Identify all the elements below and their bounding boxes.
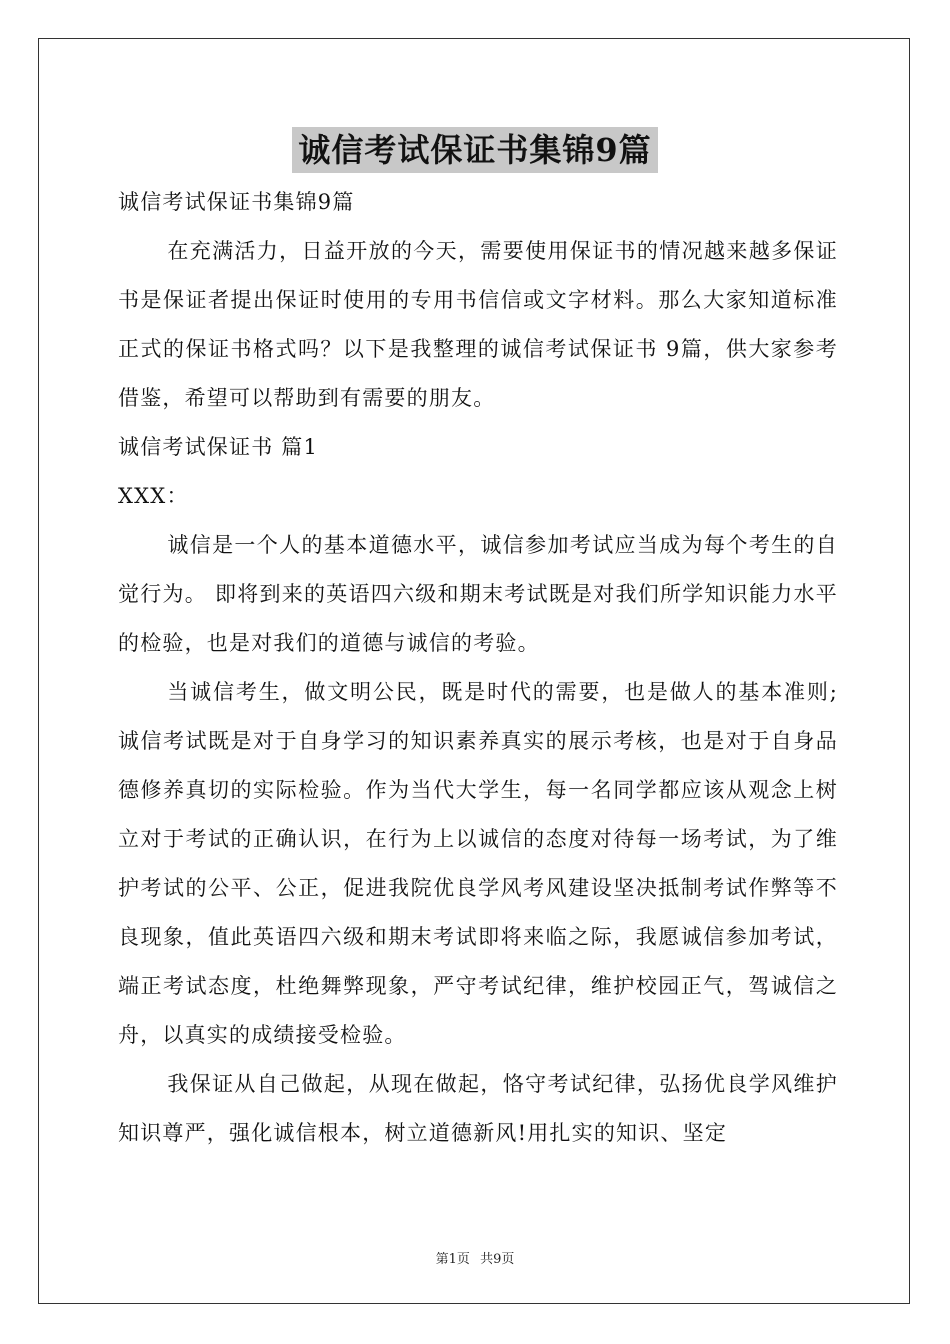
page-footer bbox=[0, 1248, 950, 1267]
document-title: 诚信考试保证书集锦9篇 bbox=[292, 127, 657, 173]
body-paragraph-3: 我保证从自己做起，从现在做起，恪守考试纪律，弘扬优良学风维护知识尊严，强化诚信根本，树立道德新风!用扎实的知识、坚定 bbox=[118, 1072, 838, 1145]
document-body bbox=[118, 178, 838, 1158]
section-heading: 诚信考试保证书 篇1 bbox=[118, 435, 319, 459]
total-pages: 共9页 bbox=[480, 1252, 515, 1267]
body-paragraph-1: 诚信是一个人的基本道德水平，诚信参加考试应当成为每个考生的自觉行为。 即将到来的英语四六级和期末考试既是对我们所学知识能力水平的检验，也是对我们的道德与诚信的考验。 bbox=[118, 533, 838, 655]
salutation: XXX： bbox=[118, 484, 189, 508]
page-number: 第1页 bbox=[435, 1252, 470, 1267]
intro-paragraph: 在充满活力，日益开放的今天，需要使用保证书的情况越来越多保证书是保证者提出保证时使用的专用书信信或文字材料。那么大家知道标准正式的保证书格式吗？以下是我整理的诚信考试保证书 9篇，供大家参考借鉴，希望可以帮助到有需要的朋友。 bbox=[118, 239, 838, 410]
body-paragraph-2: 当诚信考生，做文明公民，既是时代的需要，也是做人的基本准则;诚信考试既是对于自身学习的知识素养真实的展示考核，也是对于自身品德修养真切的实际检验。作为当代大学生，每一名同学都应该从观念上树立对于考试的正确认识，在行为上以诚信的态度对待每一场考试，为了维护考试的公平、公正，促进我院优良学风考风建设坚决抵制考试作弊等不良现象，值此英语四六级和期末考试即将来临之际，我愿诚信参加考试，端正考试态度，杜绝舞弊现象，严守考试纪律，维护校园正气，驾诚信之舟，以真实的成绩接受检验。 bbox=[118, 680, 838, 1047]
title-container bbox=[0, 127, 950, 173]
document-subtitle: 诚信考试保证书集锦9篇 bbox=[118, 190, 355, 214]
